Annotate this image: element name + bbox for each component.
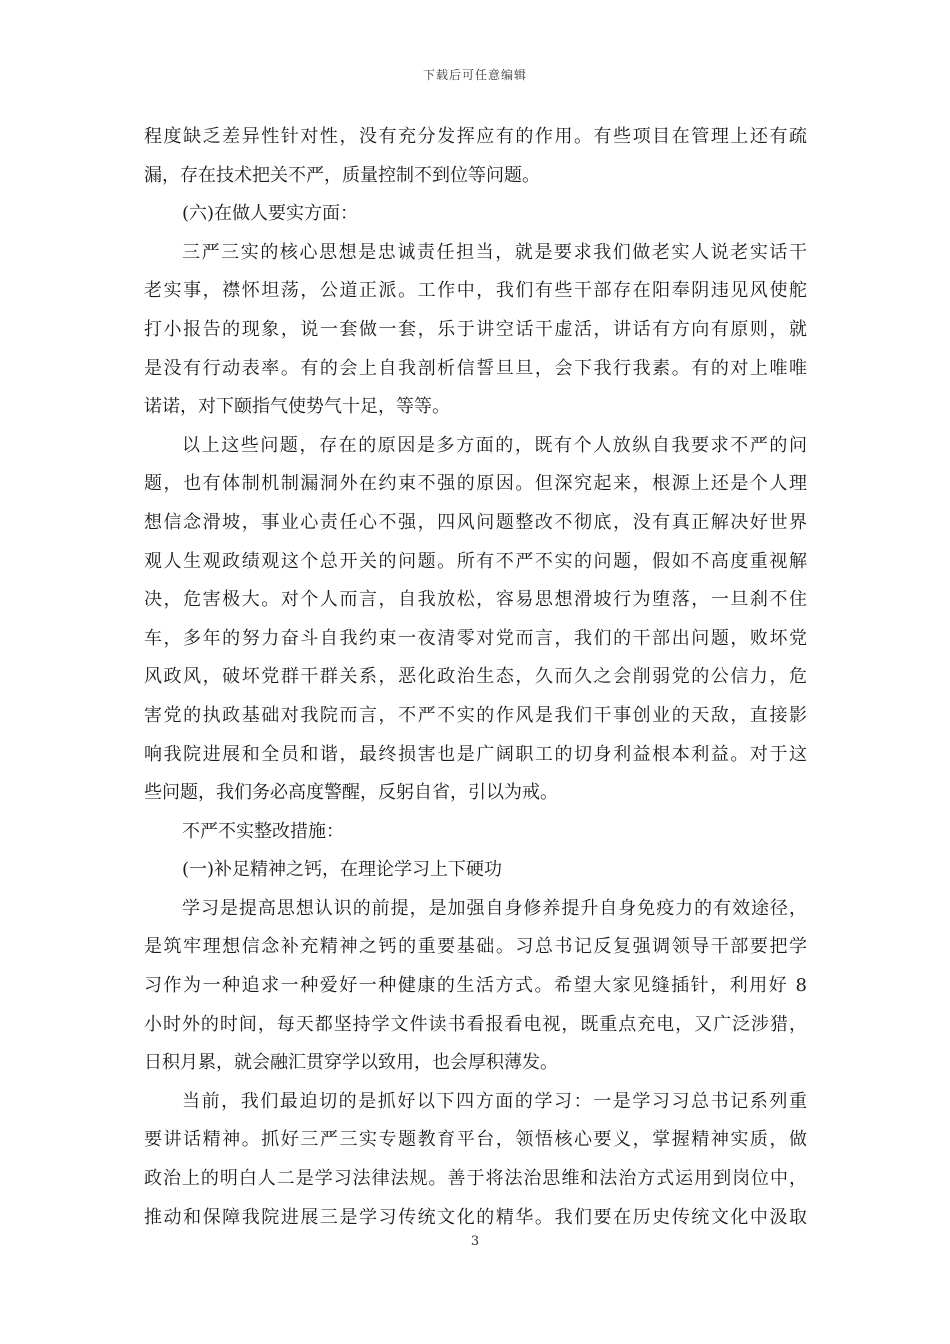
text-line: 题，也有体制机制漏洞外在约束不强的原因。但深究起来，根源上还是个人理 — [144, 473, 807, 495]
text-line: 风政风，破坏党群干群关系，恶化政治生态，久而久之会削弱党的公信力，危 — [144, 666, 807, 688]
text-line: 习作为一种追求一种爱好一种健康的生活方式。希望大家见缝插针，利用好 8 — [144, 975, 807, 997]
text-line: 打小报告的现象，说一套做一套，乐于讲空话干虚活，讲话有方向有原则，就 — [144, 318, 807, 340]
text-line: 以上这些问题，存在的原因是多方面的，既有个人放纵自我要求不严的问 — [182, 434, 807, 456]
text-line: 学习是提高思想认识的前提，是加强自身修养提升自身免疫力的有效途径， — [182, 897, 807, 919]
paragraph — [144, 427, 807, 813]
paragraph — [144, 813, 807, 852]
text-line: 漏，存在技术把关不严，质量控制不到位等问题。 — [144, 164, 540, 186]
text-line: 决，危害极大。对个人而言，自我放松，容易思想滑坡行为堕落，一旦刹不住 — [144, 589, 807, 611]
text-line: 要讲话精神。抓好三严三实专题教育平台，领悟核心要义，掌握精神实质，做 — [144, 1129, 807, 1151]
text-line: 害党的执政基础对我院而言，不严不实的作风是我们干事创业的天敌，直接影 — [144, 704, 807, 726]
text-line: 不严不实整改措施： — [182, 820, 344, 842]
text-line: 三严三实的核心思想是忠诚责任担当，就是要求我们做老实人说老实话干 — [182, 241, 807, 263]
page-header: 下载后可任意编辑 — [422, 68, 527, 82]
text-line: 当前，我们最迫切的是抓好以下四方面的学习：一是学习习总书记系列重 — [182, 1090, 807, 1112]
paragraph — [144, 234, 807, 427]
text-line: 是筑牢理想信念补充精神之钙的重要基础。习总书记反复强调领导干部要把学 — [144, 936, 807, 958]
page-number: 3 — [470, 1234, 480, 1249]
text-line: 政治上的明白人二是学习法律法规。善于将法治思维和法治方式运用到岗位中， — [144, 1168, 807, 1190]
paragraph — [144, 890, 807, 1083]
text-line: (六)在做人要实方面： — [182, 203, 359, 225]
text-line: 小时外的时间，每天都坚持学文件读书看报看电视，既重点充电，又广泛涉猎， — [144, 1013, 807, 1035]
text-line: 推动和保障我院进展三是学习传统文化的精华。我们要在历史传统文化中汲取 — [144, 1206, 807, 1228]
text-line: 是没有行动表率。有的会上自我剖析信誓旦旦，会下我行我素。有的对上唯唯 — [144, 357, 807, 379]
text-line: 想信念滑坡，事业心责任心不强，四风问题整改不彻底，没有真正解决好世界 — [144, 511, 807, 533]
paragraph — [144, 118, 807, 195]
text-line: 响我院进展和全员和谐，最终损害也是广阔职工的切身利益根本利益。对于这 — [144, 743, 807, 765]
text-line: 老实事，襟怀坦荡，公道正派。工作中，我们有些干部存在阳奉阴违见风使舵 — [144, 280, 807, 302]
text-line: 诺诺，对下颐指气使势气十足，等等。 — [144, 396, 450, 418]
document-body — [144, 118, 807, 1237]
text-line: 车，多年的努力奋斗自我约束一夜清零对党而言，我们的干部出问题，败坏党 — [144, 627, 807, 649]
text-line: (一)补足精神之钙，在理论学习上下硬功 — [182, 859, 503, 881]
paragraph — [144, 195, 807, 234]
text-line: 日积月累，就会融汇贯穿学以致用，也会厚积薄发。 — [144, 1052, 558, 1074]
text-line: 观人生观政绩观这个总开关的问题。所有不严不实的问题，假如不高度重视解 — [144, 550, 807, 572]
paragraph — [144, 851, 807, 890]
text-line: 程度缺乏差异性针对性，没有充分发挥应有的作用。有些项目在管理上还有疏 — [144, 126, 807, 147]
paragraph — [144, 1083, 807, 1237]
text-line: 些问题，我们务必高度警醒，反躬自省，引以为戒。 — [144, 782, 558, 804]
